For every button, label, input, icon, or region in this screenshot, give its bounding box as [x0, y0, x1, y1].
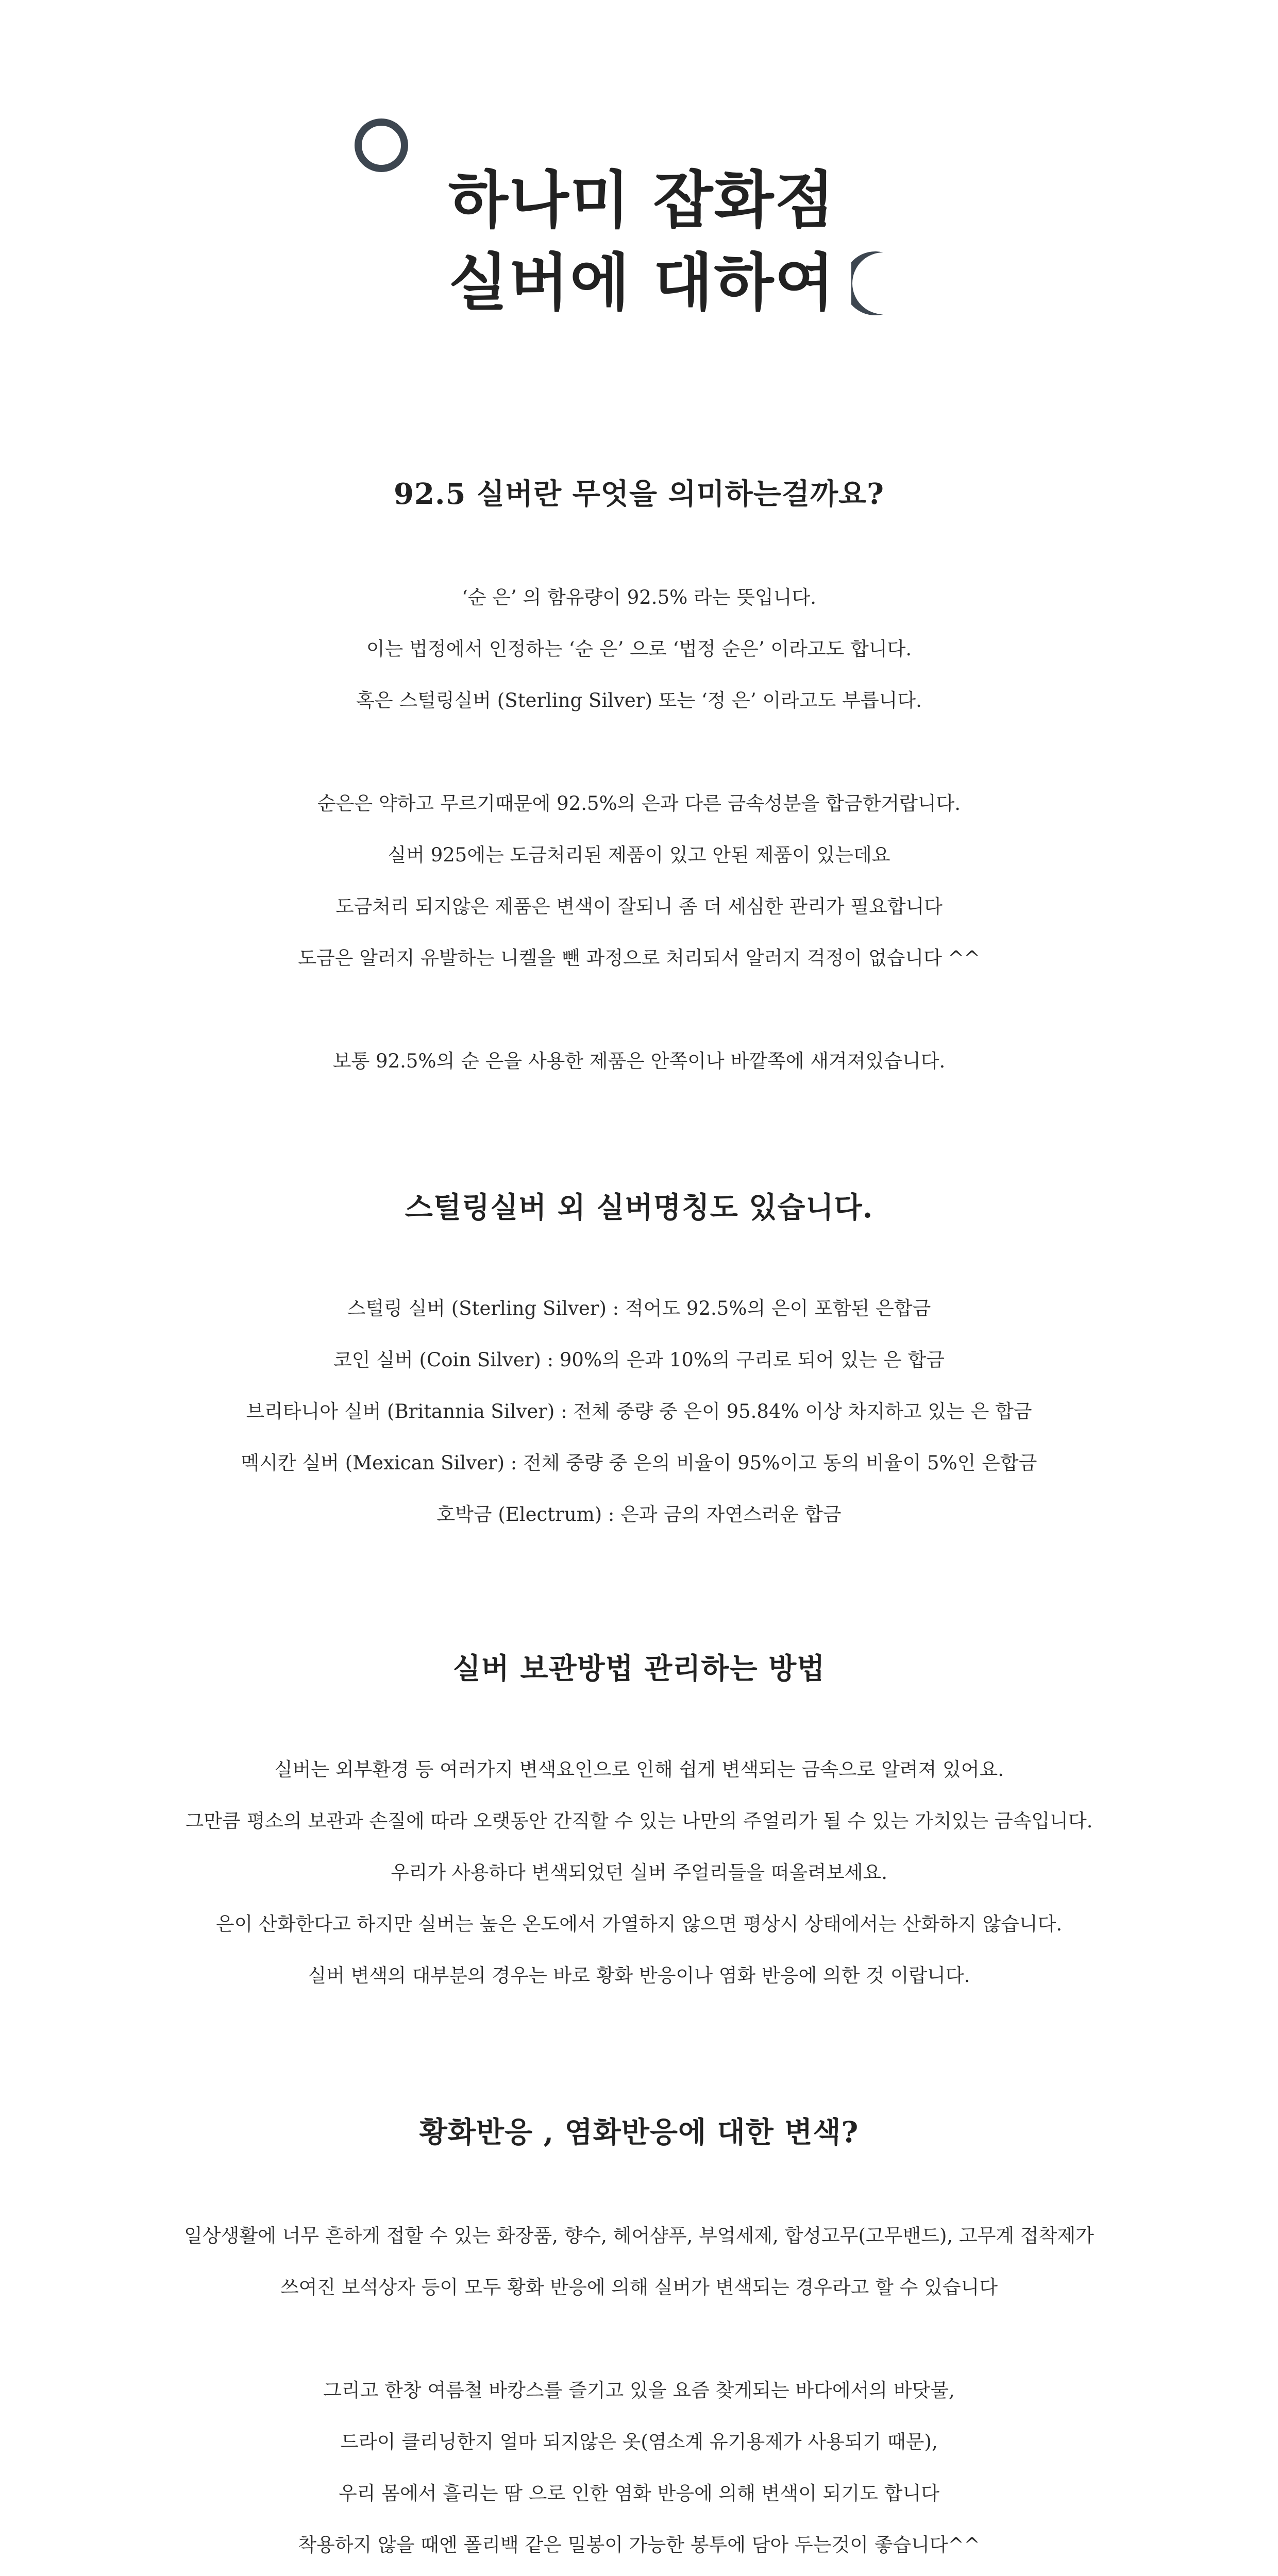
paragraph-line: 그리고 한창 여름철 바캉스를 즐기고 있을 요즘 찾게되는 바다에서의 바닷물,	[323, 2379, 955, 2401]
crescent-moon-icon	[851, 247, 913, 319]
section-925-silver	[0, 471, 1278, 1087]
paragraph-line: 도금처리 되지않은 제품은 변색이 잘되니 좀 더 세심한 관리가 필요합니다	[335, 895, 943, 918]
paragraph-line: 호박금 (Electrum) : 은과 금의 자연스러운 합금	[436, 1503, 842, 1526]
paragraph-line: 브리타니아 실버 (Britannia Silver) : 전체 중량 중 은이 95.84% 이상 차지하고 있는 은 합금	[246, 1400, 1032, 1422]
paragraph-line: 실버 925에는 도금처리된 제품이 있고 안된 제품이 있는데요	[388, 844, 890, 866]
paragraph-line: 혹은 스털링실버 (Sterling Silver) 또는 ‘정 은’ 이라고도 부릅니다.	[356, 689, 922, 711]
paragraph-line: 스털링 실버 (Sterling Silver) : 적어도 92.5%의 은이 포함된 은합금	[347, 1297, 931, 1319]
paragraph-line: 보통 92.5%의 순 은을 사용한 제품은 안쪽이나 바깥쪽에 새겨져있습니다.	[332, 1050, 946, 1072]
section-storage-care	[0, 1646, 1278, 2002]
paragraph-line: 이는 법정에서 인정하는 ‘순 은’ 으로 ‘법정 순은’ 이라고도 합니다.	[366, 638, 912, 660]
paragraph-line: ‘순 은’ 의 함유량이 92.5% 라는 뜻입니다.	[461, 586, 817, 608]
page-title	[448, 160, 912, 325]
paragraph-line: 순은은 약하고 무르기때문에 92.5%의 은과 다른 금속성분을 합금한거랍니다.	[317, 792, 961, 815]
section-heading: 스털링실버 외 실버명칭도 있습니다.	[405, 1191, 873, 1225]
paragraph-line: 실버는 외부환경 등 여러가지 변색요인으로 인해 쉽게 변색되는 금속으로 알려져 있어요.	[274, 1758, 1004, 1781]
paragraph-line: 일상생활에 너무 흔하게 접할 수 있는 화장품, 향수, 헤어샴푸, 부엌세제, 합성고무(고무밴드), 고무계 접착제가	[184, 2225, 1094, 2247]
paragraph-line: 코인 실버 (Coin Silver) : 90%의 은과 10%의 구리로 되어 있는 은 합금	[333, 1349, 945, 1371]
section-heading: 황화반응 , 염화반응에 대한 변색?	[419, 2115, 859, 2149]
paragraph-line: 그만큼 평소의 보관과 손질에 따라 오랫동안 간직할 수 있는 나만의 주얼리가 될 수 있는 가치있는 금속입니다.	[185, 1810, 1093, 1832]
paragraph-line: 은이 산화한다고 하지만 실버는 높은 온도에서 가열하지 않으면 평상시 상태에서는 산화하지 않습니다.	[215, 1913, 1063, 1935]
paragraph-line: 드라이 클리닝한지 얼마 되지않은 옷(염소계 유기용제가 사용되기 때문),	[340, 2431, 938, 2453]
title-line-2: 실버에 대하여	[448, 247, 836, 319]
paragraph-line: 쓰여진 보석상자 등이 모두 황화 반응에 의해 실버가 변색되는 경우라고 할 수 있습니다	[280, 2276, 998, 2298]
section-tarnish-reactions	[0, 2110, 1278, 2576]
circle-icon	[355, 118, 408, 172]
paragraph-line: 멕시칸 실버 (Mexican Silver) : 전체 중량 중 은의 비율이 95%이고 동의 비율이 5%인 은합금	[241, 1452, 1037, 1474]
paragraph-line: 도금은 알러지 유발하는 니켈을 뺀 과정으로 처리되서 알러지 걱정이 없습니다 ^^	[298, 947, 980, 969]
section-silver-names	[0, 1185, 1278, 1540]
paragraph-line: 실버 변색의 대부분의 경우는 바로 황화 반응이나 염화 반응에 의한 것 이랍니다.	[308, 1964, 970, 1987]
section-heading: 92.5 실버란 무엇을 의미하는걸까요?	[394, 477, 884, 511]
paragraph-line: 착용하지 않을 때엔 폴리백 같은 밀봉이 가능한 봉투에 담아 두는것이 좋습니다^^	[298, 2534, 980, 2556]
paragraph-line: 우리가 사용하다 변색되었던 실버 주얼리들을 떠올려보세요.	[390, 1861, 888, 1884]
paragraph-line: 우리 몸에서 흘리는 땀 으로 인한 염화 반응에 의해 변색이 되기도 합니다	[339, 2482, 939, 2504]
header	[0, 0, 1278, 361]
section-heading: 실버 보관방법 관리하는 방법	[452, 1652, 826, 1686]
title-line-1: 하나미 잡화점	[448, 165, 836, 236]
